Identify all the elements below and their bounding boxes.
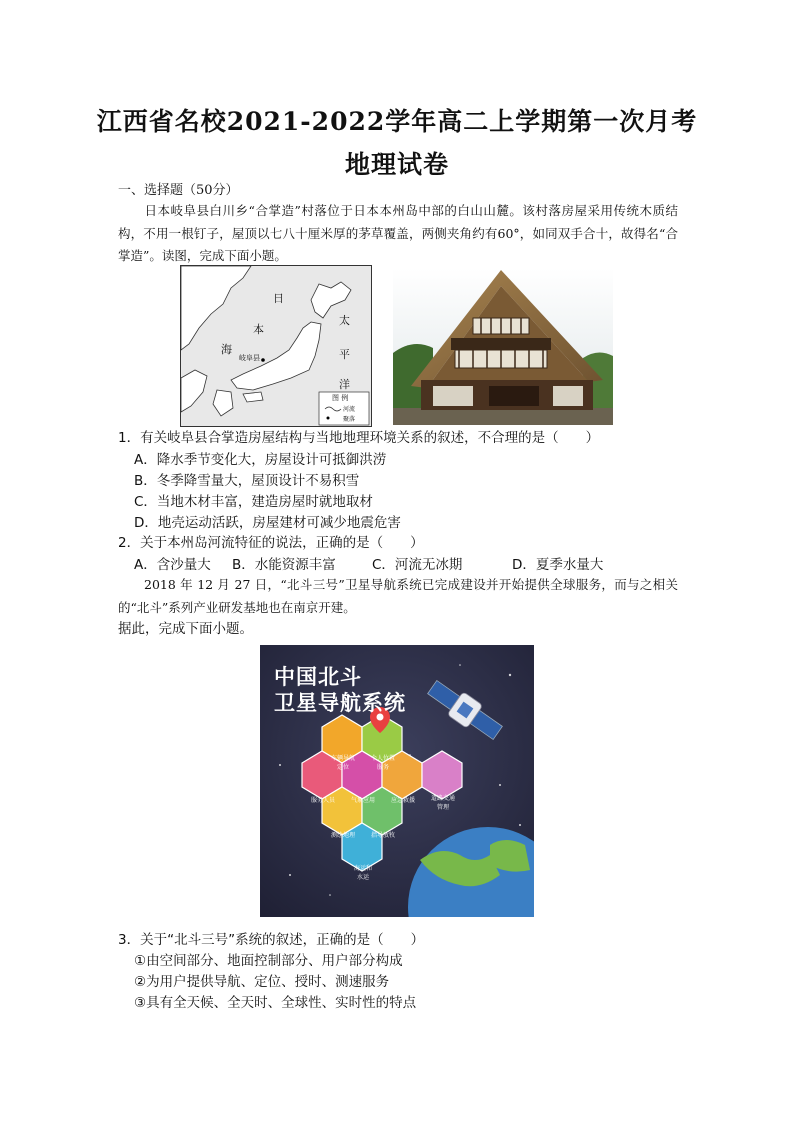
poster-title-line2: 卫星导航系统 [274,691,406,715]
japan-map [180,265,372,427]
exam-title-line2: 地理试卷 [344,150,449,179]
passage-1 [118,200,678,268]
map-legend-title: 图 例 [332,394,349,402]
hex-label-vehicle: 车辆导航 定位 [330,755,355,771]
passage-1-text: 日本岐阜县白川乡“合掌造”村落位于日本本州岛中部的白山山麓。该村落房屋采用传统木质结构，不用一根钉子，屋顶以七八十厘米厚的茅草覆盖，两侧夹角约有60°，如同双手合十，故得名“合掌造”。读图，完成下面小题。 [118,203,678,263]
hex-label-grazing: 指导放牧 [370,832,395,839]
hex-label-personal: 个人位置 服务 [370,755,395,771]
q3-item-3: ③具有全天候、全天时、全球性、实时性的特点 [134,995,417,1011]
section-heading: 一、选择题（50分） [118,183,239,198]
q1-option-c: C．当地木材丰富，建造房屋时就地取材 [134,494,373,510]
map-label-ri: 日 [273,292,284,305]
poster-title-line1: 中国北斗 [274,665,362,689]
beidou-poster [260,645,534,917]
map-label-yang: 洋 [339,378,350,391]
q2-option-d: D．夏季水量大 [512,557,604,573]
map-label-gifu: 岐阜县 [239,354,260,362]
map-label-hai: 海 [221,343,232,356]
exam-title-line1: 江西省名校2021-2022学年高二上学期第一次月考 [96,107,698,136]
q1-option-d: D．地壳运动活跃，房屋建材可减少地震危害 [134,515,401,531]
hex-label-shipping: 海运和 水运 [353,865,372,881]
q1-option-a: A．降水季节变化大，房屋设计可抵御洪涝 [134,452,387,468]
hex-label-survey: 测绘地理 [330,832,355,839]
question-3-stem: 3．关于“北斗三号”系统的叙述，正确的是（ ） [118,932,425,948]
q3-item-1: ①由空间部分、地面控制部分、用户部分构成 [134,953,403,969]
passage-2-tail: 据此，完成下面小题。 [118,621,253,637]
q3-item-2: ②为用户提供导航、定位、授时、测速服务 [134,974,390,990]
q2-option-b: B．水能资源丰富 [232,557,336,573]
hex-label-traffic: 道路交通 管理 [430,795,455,811]
poster-hex-labels [260,645,534,917]
hex-label-service: 服务人员 [310,797,335,804]
gassho-house-illustration [393,268,613,425]
map-label-tai: 太 [339,314,350,327]
map-label-ping: 平 [339,348,350,361]
q1-option-b: B．冬季降雪量大，屋顶设计不易积雪 [134,473,360,489]
passage-2-text: 2018 年 12 月 27 日，“北斗三号”卫星导航系统已完成建设并开始提供全球服务，而与之相关的“北斗”系列产业研发基地也在南京开建。 [118,577,678,615]
hex-label-emergency: 应急救援 [390,797,415,804]
hex-label-weather: 气象应用 [350,797,375,804]
q2-option-c: C．河流无冰期 [372,557,463,573]
question-2-stem: 2．关于本州岛河流特征的说法，正确的是（ ） [118,535,424,551]
map-legend-river: 河流 [343,406,356,413]
map-label-ben: 本 [253,323,264,336]
question-1-stem: 1．有关岐阜县合掌造房屋结构与当地地理环境关系的叙述，不合理的是（ ） [118,430,600,446]
passage-2 [118,574,678,619]
map-legend-settlement: 聚落 [343,416,356,423]
gassho-house-photo [393,268,613,425]
q2-option-a: A．含沙量大 [134,557,211,573]
